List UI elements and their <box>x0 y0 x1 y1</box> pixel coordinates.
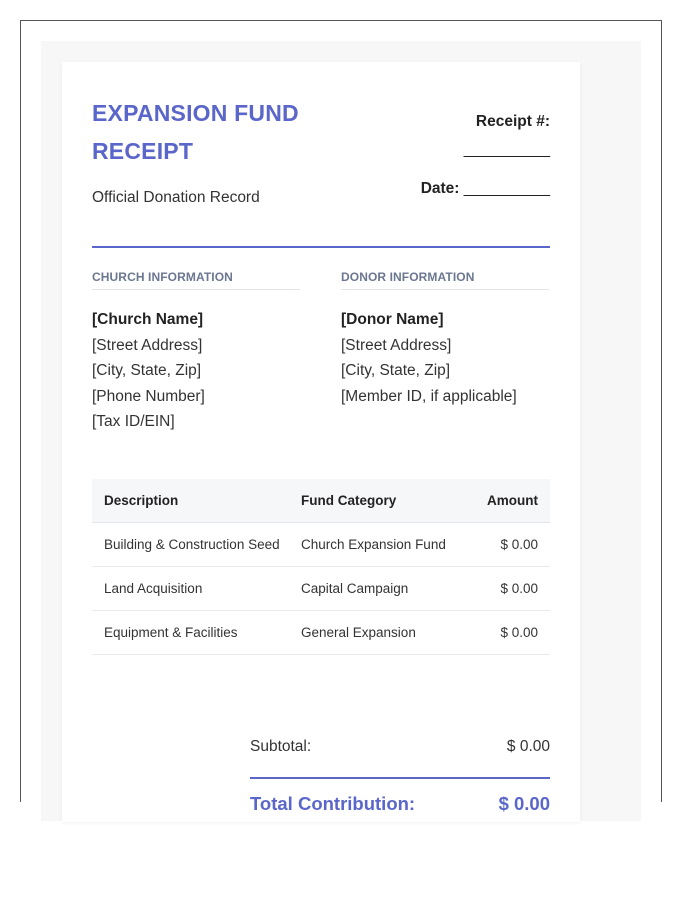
row-amount: $ 0.00 <box>500 625 538 640</box>
church-name: [Church Name] <box>92 311 204 328</box>
church-phone: [Phone Number] <box>92 387 205 405</box>
receipt-number-label: Receipt #: <box>475 113 550 130</box>
table-row <box>92 611 550 655</box>
donation-table <box>92 479 550 655</box>
subtotal-value: $ 0.00 <box>506 738 550 755</box>
donor-info-heading: DONOR INFORMATION <box>341 270 549 290</box>
table-row <box>92 523 550 567</box>
row-fund-category: Church Expansion Fund <box>301 537 446 552</box>
donor-city: [City, State, Zip] <box>341 362 451 379</box>
row-fund-category: Capital Campaign <box>301 581 409 596</box>
subtotal-label: Subtotal: <box>250 738 312 755</box>
receipt-title: EXPANSION FUND RECEIPT <box>92 100 299 164</box>
receipt-subtitle: Official Donation Record <box>92 189 260 206</box>
column-header-fund-category: Fund Category <box>301 493 397 508</box>
column-header-description: Description <box>104 493 179 508</box>
donor-member-id: [Member ID, if applicable] <box>341 387 517 405</box>
header-divider <box>92 246 550 248</box>
receipt-date-blank: __________ <box>463 180 550 197</box>
row-amount: $ 0.00 <box>500 581 538 596</box>
receipt-number-blank: __________ <box>463 141 550 158</box>
row-description: Building & Construction Seed <box>104 537 280 552</box>
row-fund-category: General Expansion <box>301 625 416 640</box>
donor-info-lines <box>341 307 549 409</box>
total-value: $ 0.00 <box>498 793 550 814</box>
receipt-number <box>464 112 550 160</box>
donor-name: [Donor Name] <box>341 311 444 328</box>
donor-information <box>341 270 549 409</box>
table-row <box>92 567 550 611</box>
row-description: Land Acquisition <box>104 581 203 596</box>
total-line <box>250 793 550 815</box>
receipt-card <box>62 62 580 822</box>
church-street: [Street Address] <box>92 336 203 354</box>
subtotal-line <box>250 738 550 756</box>
church-information <box>92 270 300 435</box>
receipt-date-label: Date: <box>420 180 460 197</box>
table-header-row <box>92 479 550 523</box>
church-city: [City, State, Zip] <box>92 362 202 379</box>
page-frame <box>20 20 662 814</box>
total-label: Total Contribution: <box>250 793 416 814</box>
church-info-heading: CHURCH INFORMATION <box>92 270 300 290</box>
column-header-amount: Amount <box>487 493 538 508</box>
donor-street: [Street Address] <box>341 336 452 354</box>
church-info-lines <box>92 307 300 435</box>
row-amount: $ 0.00 <box>500 537 538 552</box>
total-divider <box>250 777 550 779</box>
receipt-date <box>421 180 550 198</box>
row-description: Equipment & Facilities <box>104 625 238 640</box>
church-tax-id: [Tax ID/EIN] <box>92 413 175 430</box>
